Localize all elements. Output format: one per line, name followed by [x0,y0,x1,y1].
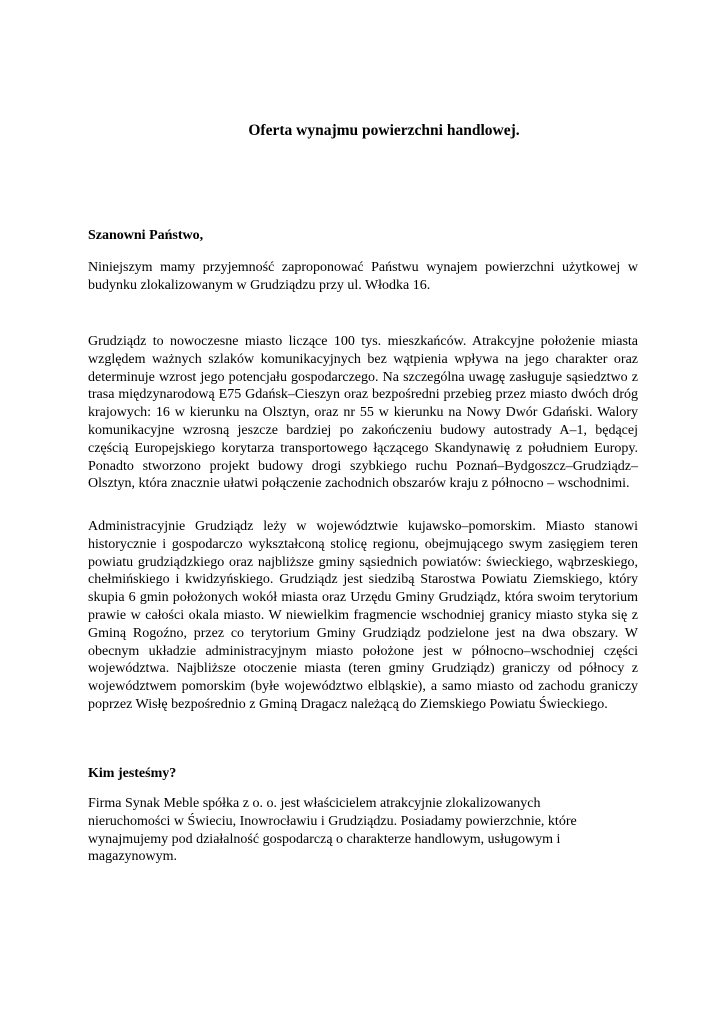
administration-paragraph: Administracyjnie Grudziądz leży w województwie kujawsko–pomorskim. Miasto stanowi historycznie i gospodarczo wykształconą stolicę regionu, obejmującego swym zasięgiem teren powiatu grudziądzkiego oraz najbliższe gminy sąsiednich powiatów: świeckiego, wąbrzeskiego, chełmińskiego i kwidzyńskiego. Grudziądz jest siedzibą Starostwa Powiatu Ziemskiego, który skupia 6 gmin położonych wokół miasta oraz Urzędu Gminy Grudziądz, która swoim terytorium prawie w całości okala miasto. W niewielkim fragmencie wschodniej granicy miasto styka się z Gminą Rogoźno, przez co terytorium Gminy Grudziądz podzielone jest na dwa obszary. W obecnym układzie administracyjnym miasto położone jest w północno–wschodniej części województwa. Najbliższe otoczenie miasta (teren gminy Grudziądz) graniczy od północy z województwem pomorskim (byłe województwo elbląskie), a samo miasto od zachodu graniczy poprzez Wisłę bezpośrednio z Gminą Dragacz należącą do Ziemskiego Powiatu Świeckiego. [88,519,638,712]
company-paragraph: Firma Synak Meble spółka z o. o. jest właścicielem atrakcyjnie zlokalizowanych nieruchomości w Świeciu, Inowrocławiu i Grudziądzu. Posiadamy powierzchnie, które wynajmujemy pod działalność gospodarczą o charakterze handlowym, usługowym i magazynowym. [88,796,577,865]
greeting: Szanowni Państwo, [88,228,204,243]
who-we-are-heading: Kim jesteśmy? [88,766,177,781]
city-paragraph: Grudziądz to nowoczesne miasto liczące 100 tys. mieszkańców. Atrakcyjne położenie miasta względem ważnych szlaków komunikacyjnych bez wątpienia wpływa na jego charakter oraz determinuje wzrost jego potencjału gospodarczego. Na szczególna uwagę zasługuje sąsiedztwo z trasa międzynarodową E75 Gdańsk–Cieszyn oraz bezpośredni przebieg przez miasto dwóch dróg krajowych: 16 w kierunku na Olsztyn, oraz nr 55 w kierunku na Nowy Dwór Gdański. Walory komunikacyjne wzrosną jeszcze bardziej po zakończeniu budowy autostrady A–1, będącej częścią Europejskiego korytarza transportowego łączącego Skandynawię z południem Europy. Ponadto stworzono projekt budowy drogi szybkiego ruchu Poznań–Bydgoszcz–Grudziądz–Olsztyn, która znacznie ułatwi połączenie zachodnich obszarów kraju z północno – wschodnimi. [88,334,638,492]
intro-paragraph: Niniejszym mamy przyjemność zaproponować Państwu wynajem powierzchni użytkowej w budynku zlokalizowanym w Grudziądzu przy ul. Włodka 16. [88,260,638,293]
document-title: Oferta wynajmu powierzchni handlowej. [248,122,520,139]
